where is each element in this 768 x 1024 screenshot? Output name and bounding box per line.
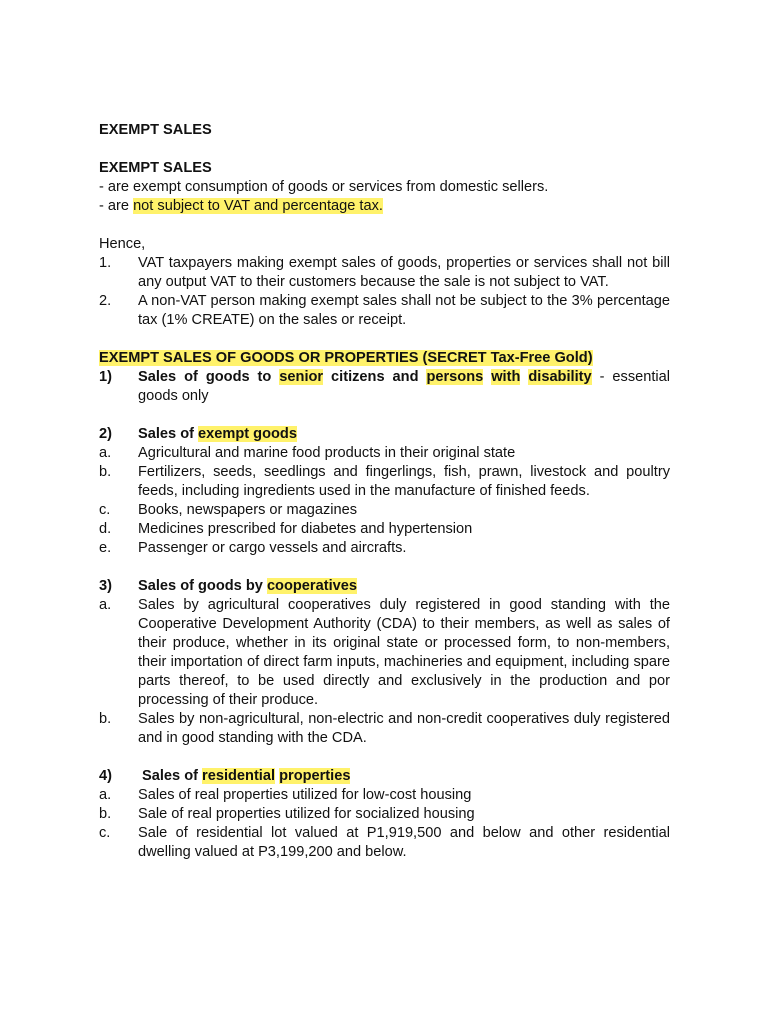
- list-item: [99, 539, 670, 558]
- highlight-properties: properties: [279, 768, 351, 784]
- list-item: [99, 254, 670, 292]
- list-marker: c.: [99, 502, 111, 518]
- list-item-text: Sale of real properties utilized for socialized housing: [138, 806, 475, 822]
- list-marker: 2.: [99, 293, 112, 309]
- list-item: [99, 444, 670, 463]
- list-item: [99, 786, 670, 805]
- highlight-exempt-goods: exempt goods: [198, 426, 297, 442]
- text-part: - essential goods only: [138, 369, 670, 404]
- list-marker: a.: [99, 597, 112, 613]
- list-item: [99, 824, 670, 862]
- hence-label: Hence,: [99, 236, 146, 252]
- goods-heading-text: EXEMPT SALES OF GOODS OR PROPERTIES (SECRET Tax-Free Gold): [99, 350, 593, 366]
- highlight-senior: senior: [279, 369, 324, 385]
- list-item-text: Passenger or cargo vessels and aircrafts.: [138, 540, 407, 556]
- document-title: EXEMPT SALES: [99, 122, 212, 138]
- intro-heading: EXEMPT SALES: [99, 160, 212, 176]
- text-part: [483, 369, 491, 385]
- intro-line-1: - are exempt consumption of goods or services from domestic sellers.: [99, 179, 549, 195]
- section-1-text: [138, 368, 670, 406]
- section-2-prefix: Sales of: [138, 426, 199, 442]
- list-item-text: Agricultural and marine food products in their original state: [138, 445, 516, 461]
- highlight-cooperatives: cooperatives: [266, 578, 357, 594]
- list-item-text: Medicines prescribed for diabetes and hypertension: [138, 521, 473, 537]
- section-marker: 3): [99, 578, 112, 594]
- list-item-text: Fertilizers, seeds, seedlings and fingerlings, fish, prawn, livestock and poultry feeds, including ingredients used in the manufacture of finished feeds.: [138, 464, 670, 499]
- list-item-text: Sale of residential lot valued at P1,919,500 and below and other residential dwelling valued at P3,199,200 and below.: [138, 825, 670, 860]
- intro-line-2-prefix: - are: [99, 198, 134, 214]
- goods-heading: [99, 349, 670, 368]
- list-marker: c.: [99, 825, 111, 841]
- highlight-with: with: [491, 369, 521, 385]
- highlight-persons: persons: [426, 369, 484, 385]
- highlight-residential: residential: [202, 768, 276, 784]
- section-marker: 2): [99, 426, 112, 442]
- list-marker: a.: [99, 445, 112, 461]
- list-item: [99, 520, 670, 539]
- section-4-heading: [99, 767, 670, 786]
- list-marker: a.: [99, 787, 112, 803]
- list-item-text: Books, newspapers or magazines: [138, 502, 358, 518]
- text-part: citizens and: [323, 369, 427, 385]
- text-part: Sales of goods to: [138, 369, 280, 385]
- section-marker: 1): [99, 369, 112, 385]
- section-3-heading: [99, 577, 670, 596]
- list-item: [99, 596, 670, 710]
- list-item-text: Sales of real properties utilized for low-cost housing: [138, 787, 472, 803]
- list-marker: b.: [99, 464, 112, 480]
- list-marker: d.: [99, 521, 112, 537]
- list-item-text: A non-VAT person making exempt sales shall not be subject to the 3% percentage tax (1% CREATE) on the sales or receipt.: [138, 293, 670, 328]
- list-marker: b.: [99, 806, 112, 822]
- section-1: [99, 368, 670, 406]
- intro-line-2: [99, 197, 670, 216]
- section-4-prefix: Sales of: [142, 768, 203, 784]
- list-item: [99, 805, 670, 824]
- list-item-text: Sales by non-agricultural, non-electric and non-credit cooperatives duly registered and in good standing with the CDA.: [138, 711, 670, 746]
- document-page: [99, 121, 670, 862]
- list-marker: b.: [99, 711, 112, 727]
- highlight-disability: disability: [528, 369, 592, 385]
- list-item-text: Sales by agricultural cooperatives duly registered in good standing with the Cooperative Development Authority (CDA) to their members, as well as sales of their produce, whether in its original state or processed form, to non-members, their importation of direct farm inputs, machineries and equipment, including spare parts thereof, to be used directly and exclusively in the production and por processing of their produce.: [138, 597, 670, 708]
- intro-line-2-highlight: not subject to VAT and percentage tax.: [133, 198, 383, 214]
- list-item: [99, 501, 670, 520]
- section-2-heading: [99, 425, 670, 444]
- list-item: [99, 292, 670, 330]
- list-marker: e.: [99, 540, 112, 556]
- section-marker: 4): [99, 768, 112, 784]
- list-item: [99, 463, 670, 501]
- list-marker: 1.: [99, 255, 112, 271]
- section-3-prefix: Sales of goods by: [138, 578, 267, 594]
- list-item-text: VAT taxpayers making exempt sales of goods, properties or services shall not bill any output VAT to their customers because the sale is not subject to VAT.: [138, 255, 670, 290]
- list-item: [99, 710, 670, 748]
